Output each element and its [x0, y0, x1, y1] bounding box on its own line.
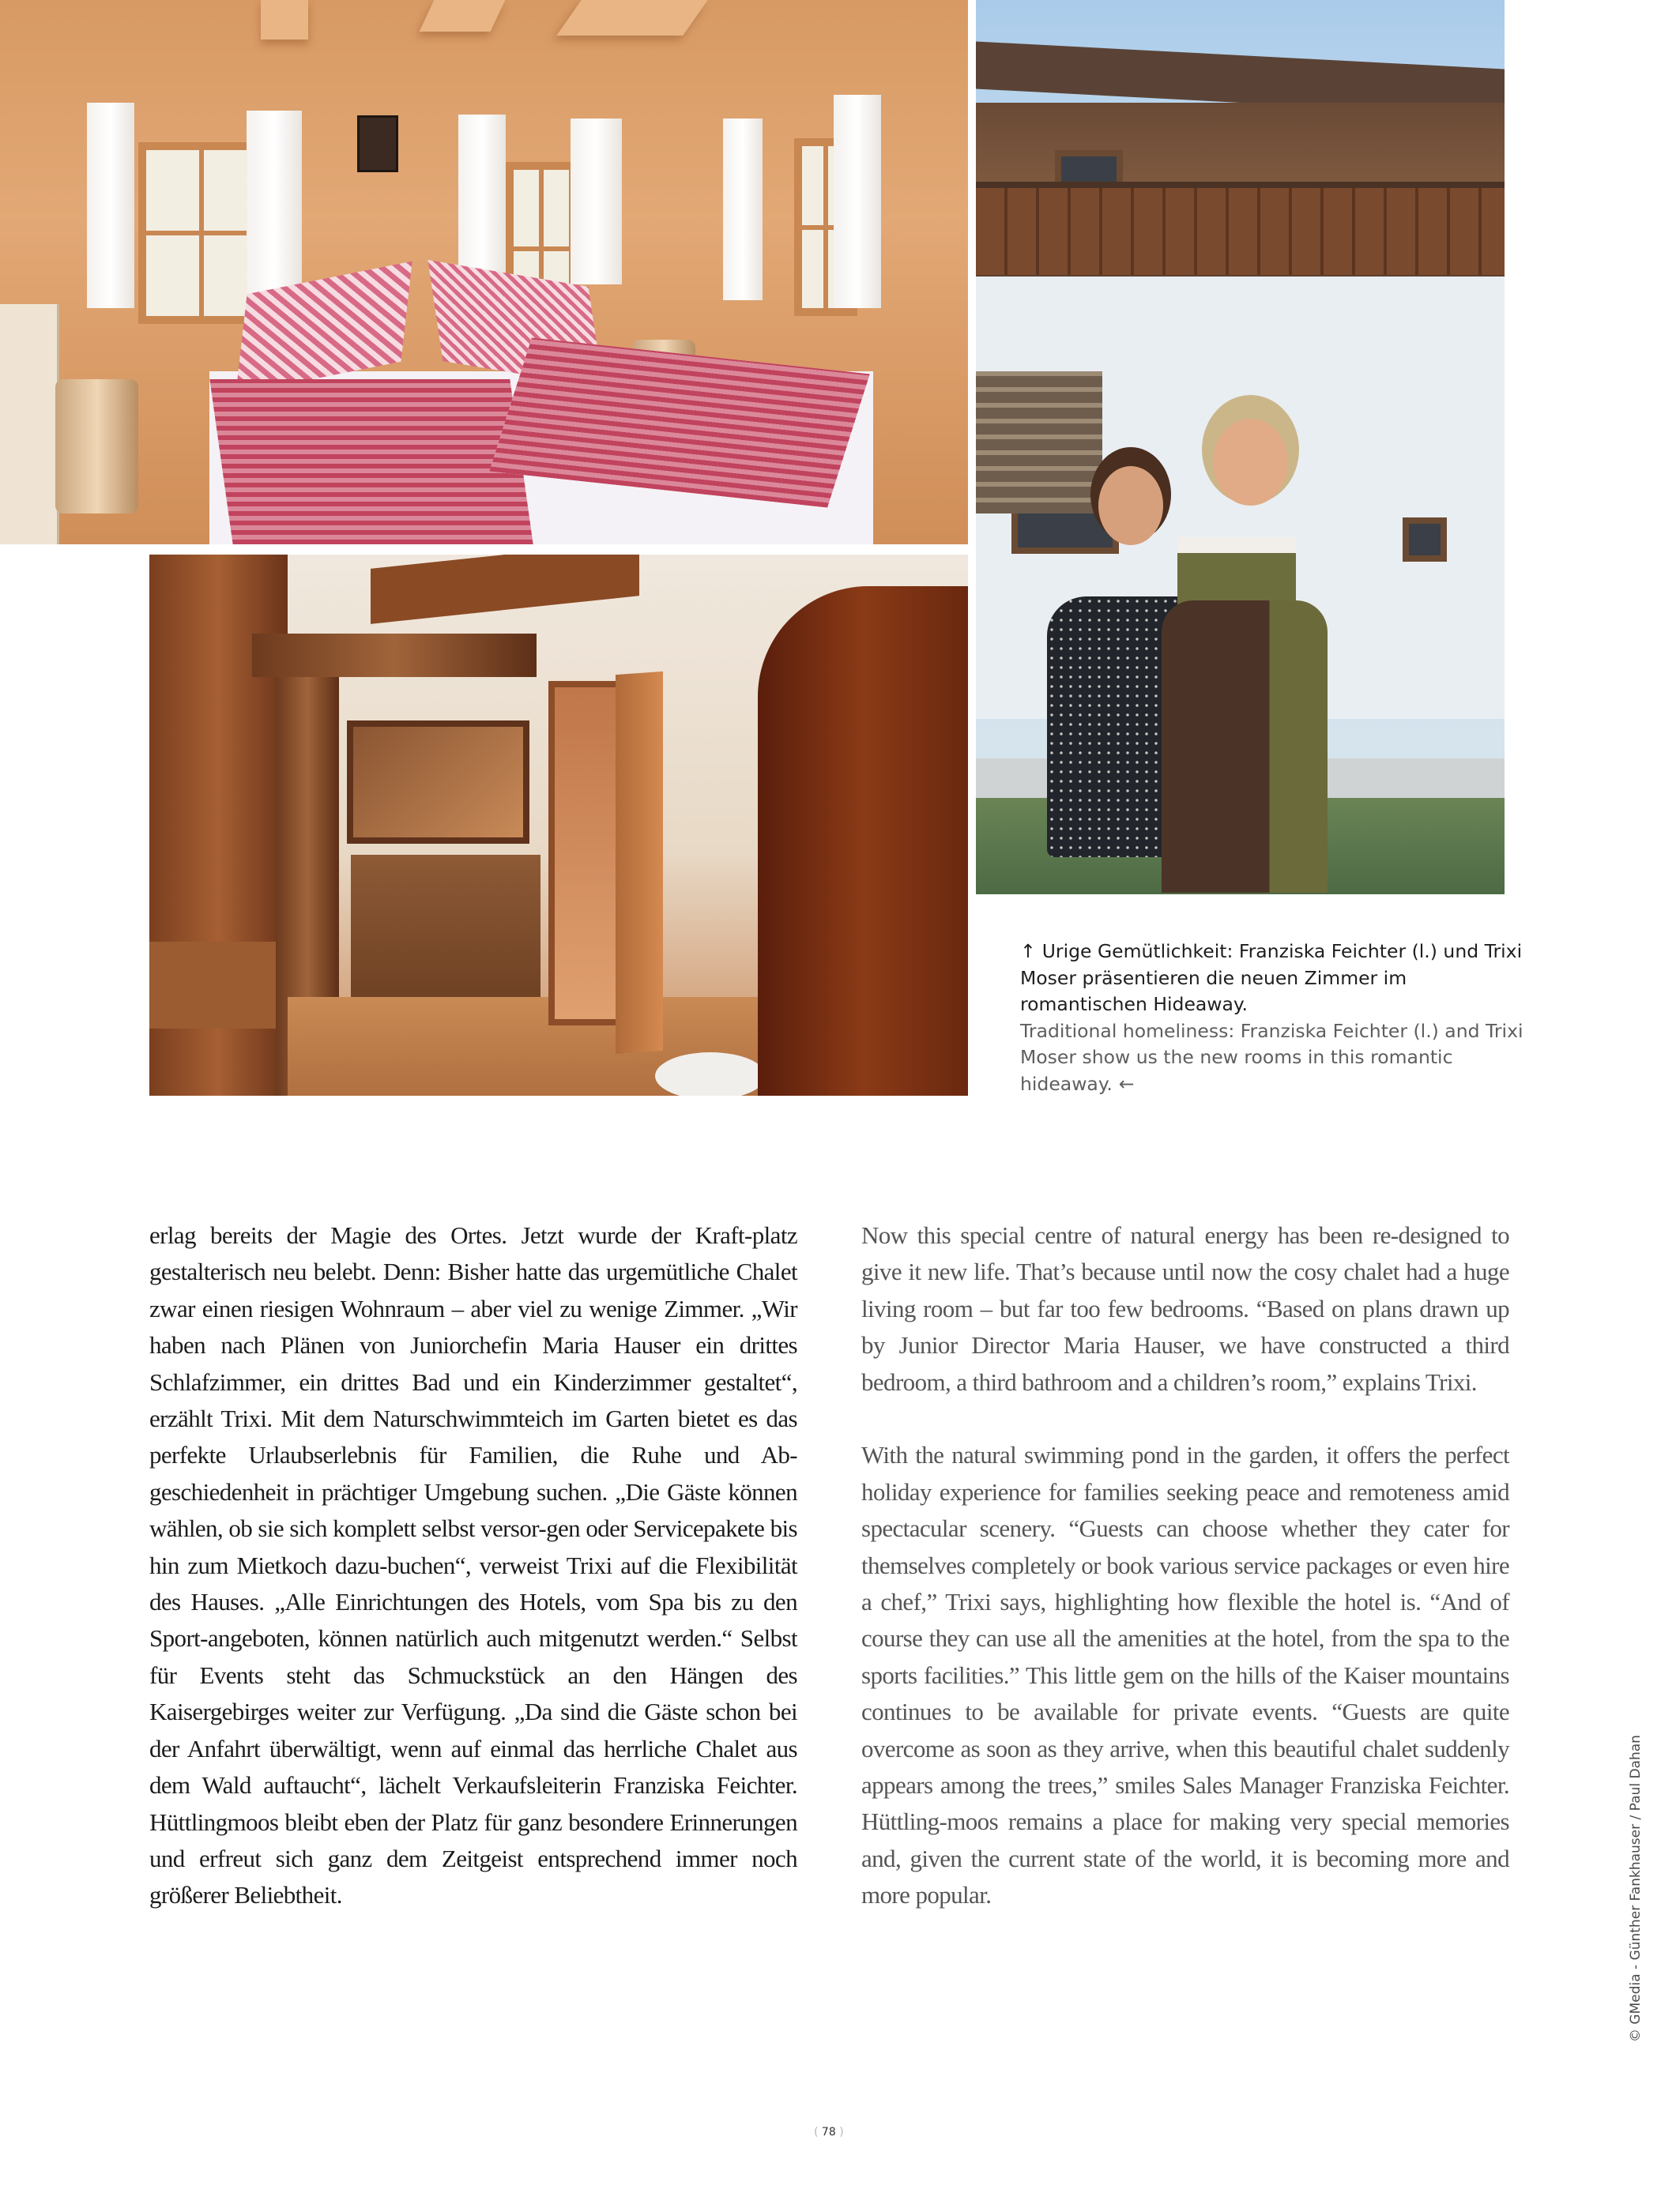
- person-right-dirndl: [1162, 600, 1328, 893]
- page-number: [814, 2126, 844, 2139]
- bedroom-photo: [0, 0, 968, 544]
- ceiling-beam: [371, 555, 639, 624]
- article-column-english: [861, 1217, 1509, 1914]
- caption-german: Urige Gemütlichkeit: Franziska Feichter (l.) und Trixi Moser präsentieren die neuen Zimmer im romantischen Hideaway.: [1020, 940, 1523, 1015]
- photo-caption: [1020, 939, 1526, 1097]
- shower-cabin: [758, 586, 968, 1096]
- vanity-cabinet: [351, 855, 540, 997]
- article-paragraph: Now this special centre of natural energy has been re-designed to give it new life. That’s because until now the cosy chalet had a huge living room – but far too few bedrooms. “Based on plans drawn up by Junior Director Maria Hauser, we have constructed a third bedroom, a third bathroom and a children’s room,” explains Trixi.: [861, 1221, 1509, 1396]
- chalet-balcony: [976, 182, 1505, 275]
- ceiling-beam: [556, 0, 708, 36]
- caption-english: Traditional homeliness: Franziska Feichter (l.) and Trixi Moser show us the new rooms in this romantic hideaway.: [1020, 1019, 1523, 1095]
- arrow-left-icon: ←: [1118, 1072, 1135, 1095]
- page-bracket-close: ): [839, 2126, 844, 2139]
- woodpile: [976, 371, 1102, 514]
- chalet-photo: [976, 0, 1505, 894]
- mirror: [347, 720, 529, 844]
- curtain: [723, 118, 763, 300]
- ceiling-beam: [420, 0, 506, 32]
- person-left-head: [1098, 466, 1163, 545]
- person-right-head: [1213, 419, 1288, 506]
- curtain: [834, 95, 881, 308]
- window: [138, 142, 265, 324]
- wall-icon-picture: [357, 115, 398, 172]
- duvet: [209, 379, 533, 544]
- article-column-german: [149, 1217, 797, 1914]
- bath-rug: [655, 1052, 766, 1096]
- page-bracket-open: (: [814, 2126, 819, 2139]
- curtain: [87, 103, 134, 308]
- page-number-value: 78: [821, 2126, 836, 2139]
- dresser: [0, 304, 59, 544]
- arrow-up-icon: ↑: [1020, 940, 1036, 962]
- photo-credit: © GMedia - Günther Fankhauser / Paul Dahan: [1628, 1735, 1644, 2042]
- curtain: [247, 111, 302, 300]
- curtain: [571, 118, 622, 284]
- wooden-lintel: [252, 634, 537, 677]
- ceiling-beam: [261, 0, 308, 40]
- log-stool: [55, 379, 138, 514]
- open-door: [616, 672, 663, 1054]
- article-paragraph: With the natural swimming pond in the garden, it offers the perfect holiday experience for families seeking peace and remoteness amid spectacular scenery. “Guests can choose whether they cater for themselves completely or book various service packages or even hire a chef,” Trixi says, highlighting how flexible the hotel is. “And of course they can use all the amenities at the hotel, from the spa to the sports facilities.” This little gem on the hills of the Kaiser mountains continues to be available for private events. “Guests are quite overcome as soon as they arrive, when this beautiful chalet suddenly appears among the trees,” smiles Sales Manager Franziska Feichter. Hüttling-moos remains a place for making very special memories and, given the current state of the world, it is becoming more and more popular.: [861, 1441, 1509, 1909]
- article-paragraph: erlag bereits der Magie des Ortes. Jetzt wurde der Kraft-platz gestalterisch neu belebt. Denn: Bisher hatte das urgemütliche Chalet zwar einen riesigen Wohnraum – aber viel zu wenige Zimmer. „Wir haben nach Plänen von Juniorchefin Maria Hauser ein drittes Schlafzimmer, ein drittes Bad und ein Kinderzimmer gestaltet“, erzählt Trixi. Mit dem Naturschwimmteich im Garten bietet es das perfekte Urlaubserlebnis für Familien, die Ruhe und Ab-geschiedenheit in prächtiger Umgebung suchen. „Die Gäste können wählen, ob sie sich komplett selbst versor-gen oder Servicepakete bis hin zum Mietkoch dazu-buchen“, verweist Trixi auf die Flexibilität des Hauses. „Alle Einrichtungen des Hotels, vom Spa bis zu den Sport-angeboten, können natürlich auch mitgenutzt werden.“ Selbst für Events steht das Schmuckstück an den Hängen des Kaisergebirges weiter zur Verfügung. „Da sind die Gäste schon bei der Anfahrt überwältigt, wenn auf einmal das herrliche Chalet aus dem Wald auftaucht“, lächelt Verkaufsleiterin Franziska Feichter. Hüttlingmoos bleibt eben der Platz für ganz besondere Erinnerungen und erfreut sich ganz dem Zeitgeist entsprechend immer noch größerer Beliebtheit.: [149, 1221, 797, 1909]
- chalet-window: [1403, 517, 1447, 562]
- bathroom-photo: [149, 555, 968, 1096]
